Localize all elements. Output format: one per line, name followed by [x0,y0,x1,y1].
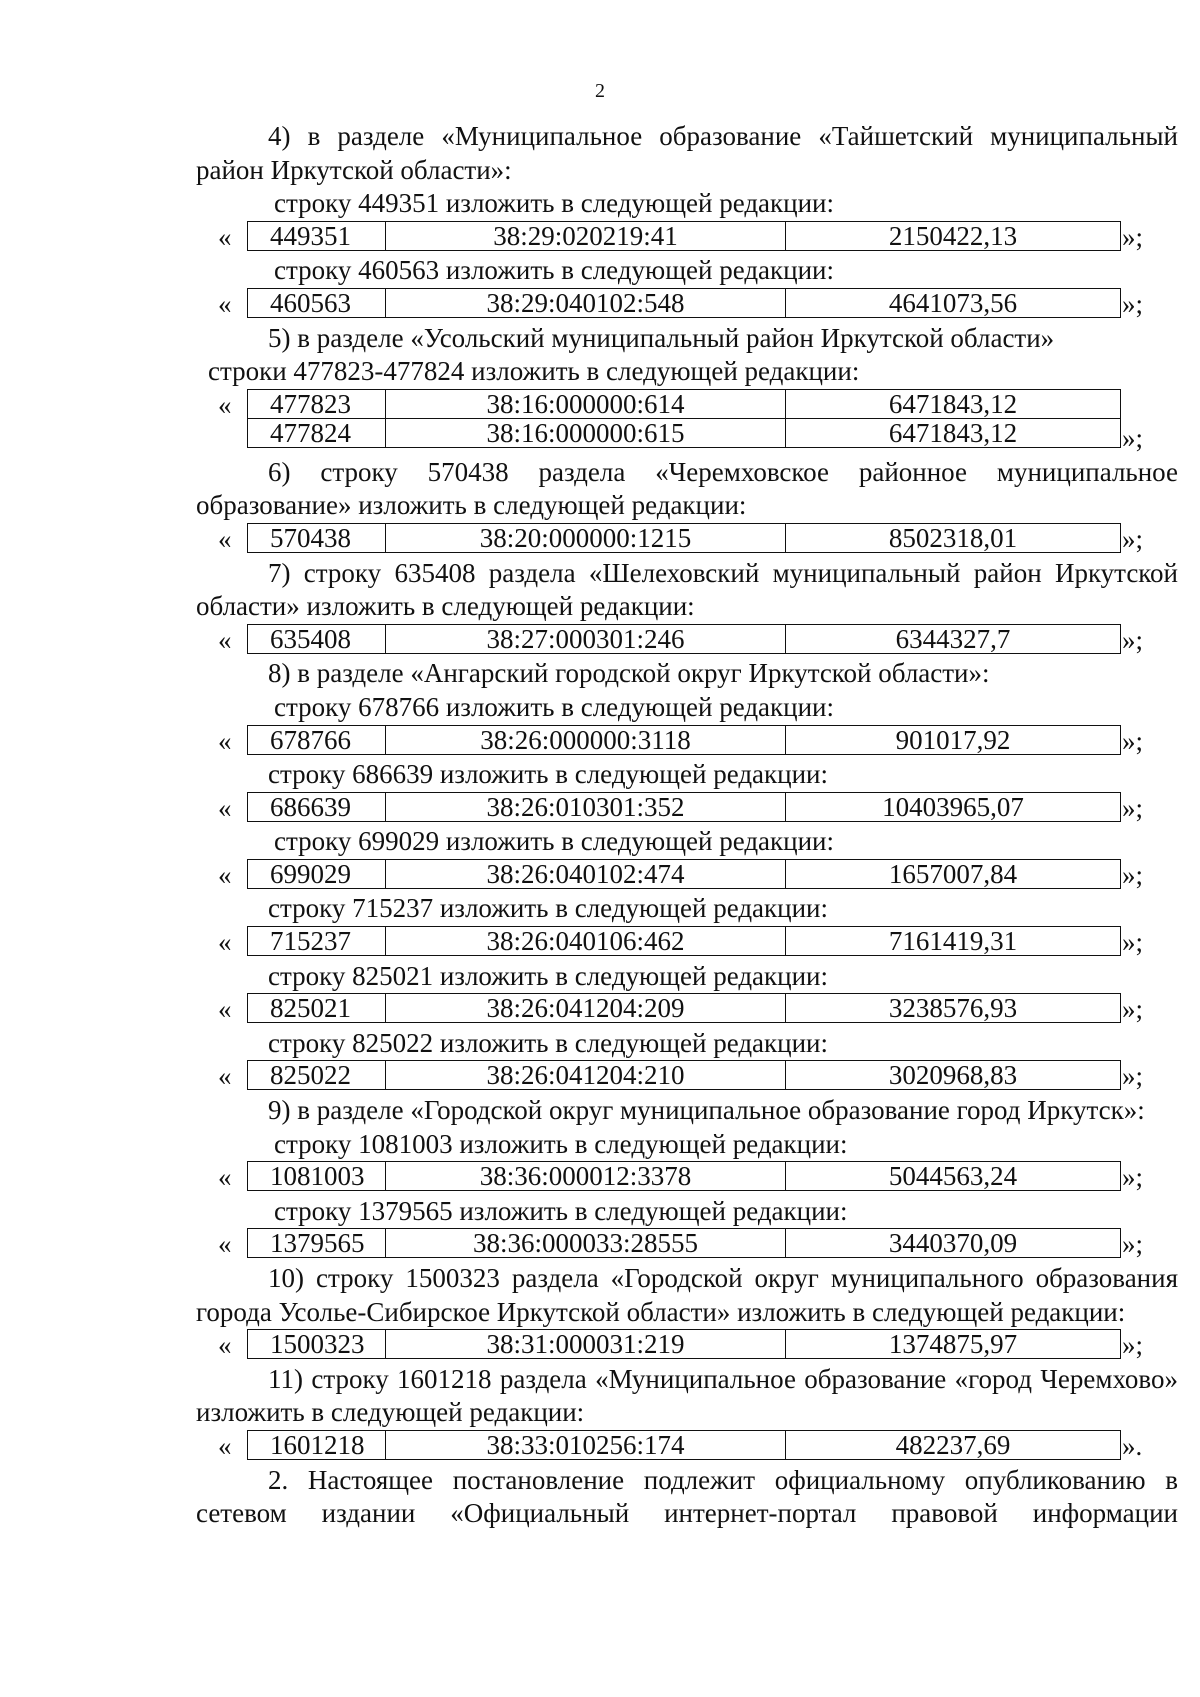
cadastral-number-cell: 38:16:000000:615 [386,418,786,447]
quote-close: »; [1122,1229,1144,1260]
cadastral-number-cell: 38:26:041204:209 [386,994,786,1023]
item-6-text: 6) строку 570438 раздела «Черемховское районное муниципальное образование» изложить в следующей редакции: [196,456,1178,521]
replacement-table [247,725,1121,755]
quote-open: « [218,1330,232,1361]
item-8-sub-2: строку 686639 изложить в следующей редакции: [268,759,829,790]
row-number-cell: 1081003 [248,1162,386,1191]
value-cell: 10403965,07 [786,792,1121,821]
replacement-table [247,926,1121,956]
replacement-table [247,792,1121,822]
quote-open: « [218,288,232,319]
cadastral-number-cell: 38:29:040102:548 [386,288,786,317]
document-body [196,120,1178,1531]
table-row-460563 [196,288,1178,322]
replacement-table [247,1060,1121,1090]
quote-close: »; [1122,1162,1144,1193]
item-4-sub-1: строку 449351 изложить в следующей редакции: [274,188,835,219]
item-10-text: 10) строку 1500323 раздела «Городской округ муниципального образования города Усолье-Сибирское Иркутской области» изложить в следующей редакции: [196,1263,1178,1327]
quote-close: »; [1122,1330,1144,1361]
item-8-text: 8) в разделе «Ангарский городской округ Иркутской области»: [268,658,990,689]
item-5-text: 5) в разделе «Усольский муниципальный район Иркутской области» [268,322,1055,353]
row-number-cell: 678766 [248,725,386,754]
cadastral-number-cell: 38:29:020219:41 [386,221,786,250]
value-cell: 6344327,7 [786,624,1121,653]
quote-close: ». [1122,1430,1143,1461]
quote-open: « [218,927,232,958]
cadastral-number-cell: 38:26:000000:3118 [386,725,786,754]
replacement-table [247,1228,1121,1258]
table-row-715237 [196,926,1178,960]
cadastral-number-cell: 38:16:000000:614 [386,389,786,418]
quote-close: »; [1122,523,1144,554]
cadastral-number-cell: 38:26:041204:210 [386,1061,786,1090]
value-cell: 6471843,12 [786,389,1121,418]
row-number-cell: 699029 [248,859,386,888]
value-cell: 6471843,12 [786,418,1121,447]
row-number-cell: 1379565 [248,1229,386,1258]
table-row-825022 [196,1060,1178,1094]
item-9-sub-2: строку 1379565 изложить в следующей редакции: [274,1195,848,1226]
row-number-cell: 477823 [248,389,386,418]
quote-open: « [218,523,232,554]
page-number: 2 [595,80,605,102]
replacement-table [247,221,1121,251]
quote-open: « [218,725,232,756]
quote-close: »; [1122,927,1144,958]
table-row-686639 [196,792,1178,826]
table-row-1601218 [196,1430,1178,1464]
item-4-text: 4) в разделе «Муниципальное образование «Тайшетский муниципальный район Иркутской области»: [196,121,1178,185]
replacement-table [247,1161,1121,1191]
table-row-635408 [196,624,1178,658]
row-number-cell: 825021 [248,994,386,1023]
replacement-table [247,624,1121,654]
quote-close: »; [1122,221,1144,252]
item-4-sub-2: строку 460563 изложить в следующей редакции: [274,255,835,286]
item-11-text: 11) строку 1601218 раздела «Муниципальное образование «город Черемхово» изложить в следующей редакции: [196,1363,1178,1428]
quote-open: « [218,1162,232,1193]
row-number-cell: 449351 [248,221,386,250]
value-cell: 4641073,56 [786,288,1121,317]
table-row-1500323 [196,1329,1178,1363]
quote-open: « [218,792,232,823]
quote-close: »; [1122,994,1144,1025]
cadastral-number-cell: 38:31:000031:219 [386,1330,786,1359]
replacement-table [247,1430,1121,1460]
quote-open: « [218,1229,232,1260]
cadastral-number-cell: 38:26:040106:462 [386,927,786,956]
value-cell: 3440370,09 [786,1229,1121,1258]
quote-open: « [218,389,232,420]
quote-open: « [218,624,232,655]
table-row-1081003 [196,1161,1178,1195]
row-number-cell: 570438 [248,523,386,552]
row-number-cell: 686639 [248,792,386,821]
quote-open: « [218,994,232,1025]
quote-close: »; [1122,422,1144,453]
table-row-699029 [196,859,1178,893]
row-number-cell: 477824 [248,418,386,447]
row-number-cell: 715237 [248,927,386,956]
quote-open: « [218,1061,232,1092]
row-number-cell: 635408 [248,624,386,653]
value-cell: 2150422,13 [786,221,1121,250]
value-cell: 3238576,93 [786,994,1121,1023]
table-rows-477823-477824 [196,389,1178,456]
replacement-table [247,288,1121,318]
quote-close: »; [1122,792,1144,823]
quote-open: « [218,1430,232,1461]
cadastral-number-cell: 38:33:010256:174 [386,1430,786,1459]
item-8-sub-5: строку 825021 изложить в следующей редакции: [268,960,829,991]
item-8-sub-3: строку 699029 изложить в следующей редакции: [274,826,835,857]
value-cell: 5044563,24 [786,1162,1121,1191]
quote-open: « [218,221,232,252]
item-5-sub: строки 477823-477824 изложить в следующей редакции: [208,356,860,387]
value-cell: 7161419,31 [786,927,1121,956]
value-cell: 482237,69 [786,1430,1121,1459]
item-8-sub-6: строку 825022 изложить в следующей редакции: [268,1027,829,1058]
paragraph-2-text: 2. Настоящее постановление подлежит официальному опубликованию в сетевом издании «Официальный интернет-портал правовой информации [196,1464,1178,1529]
replacement-table [247,859,1121,889]
value-cell: 1657007,84 [786,859,1121,888]
quote-close: »; [1122,859,1144,890]
replacement-table [247,389,1121,448]
cadastral-number-cell: 38:26:010301:352 [386,792,786,821]
quote-close: »; [1122,1061,1144,1092]
replacement-table [247,1329,1121,1359]
cadastral-number-cell: 38:26:040102:474 [386,859,786,888]
item-9-sub-1: строку 1081003 изложить в следующей редакции: [274,1128,848,1159]
item-9-text: 9) в разделе «Городской округ муниципальное образование город Иркутск»: [268,1095,1145,1126]
row-number-cell: 1601218 [248,1430,386,1459]
row-number-cell: 460563 [248,288,386,317]
row-number-cell: 1500323 [248,1330,386,1359]
replacement-table [247,523,1121,553]
item-8-sub-1: строку 678766 изложить в следующей редакции: [274,691,835,722]
quote-close: »; [1122,624,1144,655]
value-cell: 1374875,97 [786,1330,1121,1359]
cadastral-number-cell: 38:36:000012:3378 [386,1162,786,1191]
quote-open: « [218,859,232,890]
table-row-825021 [196,993,1178,1027]
table-row-449351 [196,221,1178,255]
table-row-1379565 [196,1228,1178,1262]
table-row-570438 [196,523,1178,557]
cadastral-number-cell: 38:20:000000:1215 [386,523,786,552]
row-number-cell: 825022 [248,1061,386,1090]
item-7-text: 7) строку 635408 раздела «Шелеховский муниципальный район Иркутской области» изложить в следующей редакции: [196,557,1178,622]
table-row-678766 [196,725,1178,759]
value-cell: 3020968,83 [786,1061,1121,1090]
item-8-sub-4: строку 715237 изложить в следующей редакции: [268,893,829,924]
value-cell: 901017,92 [786,725,1121,754]
cadastral-number-cell: 38:36:000033:28555 [386,1229,786,1258]
quote-close: »; [1122,725,1144,756]
replacement-table [247,993,1121,1023]
value-cell: 8502318,01 [786,523,1121,552]
quote-close: »; [1122,288,1144,319]
cadastral-number-cell: 38:27:000301:246 [386,624,786,653]
